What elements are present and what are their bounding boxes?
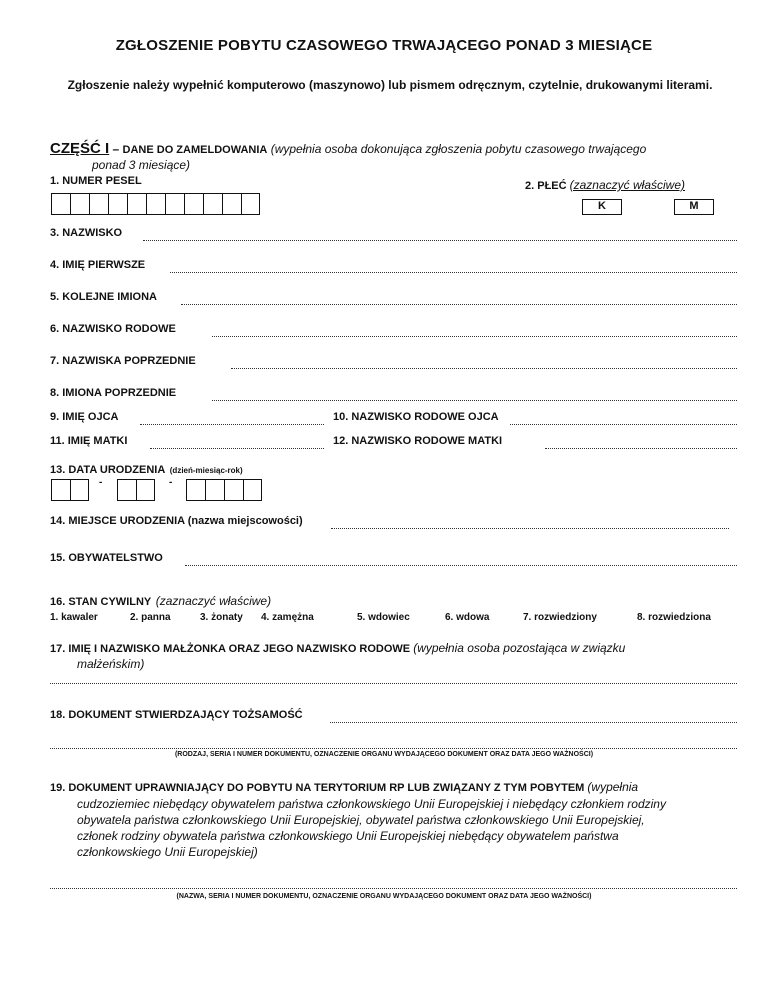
marital-option[interactable]: 2. panna — [130, 612, 171, 623]
surname-field[interactable] — [143, 240, 737, 241]
other-names-field[interactable] — [181, 304, 737, 305]
residence-document-note: (wypełnia — [587, 780, 639, 794]
pesel-digit[interactable] — [203, 193, 222, 215]
gender-male-box[interactable]: M — [674, 199, 714, 215]
residence-document-label — [50, 780, 638, 794]
gender-female-box[interactable]: K — [582, 199, 622, 215]
spouse-note: (wypełnia osoba pozostająca w związku — [413, 641, 626, 655]
pesel-digit[interactable] — [51, 193, 70, 215]
section-title: DANE DO ZAMELDOWANIA — [122, 144, 268, 156]
spouse-label — [50, 641, 625, 655]
spouse-note-cont: małżeńskim) — [77, 657, 145, 671]
father-name-label: 9. IMIĘ OJCA — [50, 411, 119, 423]
residence-note-line: cudzoziemiec niebędący obywatelem państwa członkowskiego Unii Europejskiej i niebędący członkiem rodziny — [77, 797, 666, 811]
birth-month-digit[interactable] — [117, 479, 136, 501]
pesel-digit[interactable] — [70, 193, 89, 215]
pesel-digit[interactable] — [165, 193, 184, 215]
marital-status-label — [50, 592, 271, 610]
previous-names-label: 8. IMIONA POPRZEDNIE — [50, 387, 177, 399]
family-name-field[interactable] — [212, 336, 737, 337]
father-family-name-label: 10. NAZWISKO RODOWE OJCA — [333, 411, 499, 423]
date-separator: - — [99, 477, 103, 488]
birth-year-digit[interactable] — [205, 479, 224, 501]
citizenship-label: 15. OBYWATELSTWO — [50, 552, 163, 564]
marital-option[interactable]: 5. wdowiec — [357, 612, 410, 623]
pesel-digit[interactable] — [89, 193, 108, 215]
birth-date-title: 13. DATA URODZENIA — [50, 464, 166, 476]
marital-status-title: 16. STAN CYWILNY — [50, 596, 152, 608]
section-note: (wypełnia osoba dokonująca zgłoszenia pobytu czasowego trwającego — [267, 142, 647, 156]
pesel-digit[interactable] — [222, 193, 241, 215]
pesel-digit[interactable] — [108, 193, 127, 215]
gender-title: 2. PŁEĆ — [525, 180, 567, 192]
previous-surnames-label: 7. NAZWISKA POPRZEDNIE — [50, 355, 196, 367]
gender-label — [525, 178, 685, 192]
birth-date-note: (dzień-miesiąc-rok) — [169, 466, 243, 475]
mother-name-field[interactable] — [150, 448, 324, 449]
residence-document-title: 19. DOKUMENT UPRAWNIAJĄCY DO POBYTU NA TERYTORIUM RP LUB ZWIĄZANY Z TYM POBYTEM — [50, 782, 585, 794]
pesel-digit[interactable] — [146, 193, 165, 215]
mother-family-name-label: 12. NAZWISKO RODOWE MATKI — [333, 435, 503, 447]
family-name-label: 6. NAZWISKO RODOWE — [50, 323, 176, 335]
section-heading — [50, 140, 646, 157]
date-separator: - — [169, 477, 173, 488]
residence-note-line: członek rodziny obywatela państwa członkowskiego Unii Europejskiej niebędący obywatelem państwa — [77, 829, 619, 843]
pesel-boxes[interactable] — [51, 193, 260, 215]
spouse-field[interactable] — [50, 683, 737, 684]
marital-option[interactable]: 1. kawaler — [50, 612, 98, 623]
marital-option[interactable]: 4. zamężna — [261, 612, 314, 623]
birth-day-boxes[interactable] — [51, 479, 89, 501]
citizenship-field[interactable] — [185, 565, 737, 566]
birth-month-digit[interactable] — [136, 479, 155, 501]
marital-option[interactable]: 6. wdowa — [445, 612, 490, 623]
birth-place-field[interactable] — [331, 528, 729, 529]
birth-day-digit[interactable] — [51, 479, 70, 501]
other-names-label: 5. KOLEJNE IMIONA — [50, 291, 157, 303]
form-instructions: Zgłoszenie należy wypełnić komputerowo (maszynowo) lub pismem odręcznym, czytelnie, drukowanymi literami. — [67, 78, 713, 92]
birth-month-boxes[interactable] — [117, 479, 155, 501]
first-name-label: 4. IMIĘ PIERWSZE — [50, 259, 146, 271]
mother-name-label: 11. IMIĘ MATKI — [50, 435, 128, 447]
id-document-field[interactable] — [330, 722, 737, 723]
previous-names-field[interactable] — [212, 400, 737, 401]
residence-note-line: członkowskiego Unii Europejskiej) — [77, 845, 258, 859]
id-document-caption: (RODZAJ, SERIA I NUMER DOKUMENTU, OZNACZENIE ORGANU WYDAJĄCEGO DOKUMENT ORAZ DATA JEGO WAŻNOŚCI) — [174, 751, 594, 758]
gender-note: (zaznaczyć właściwe) — [569, 178, 685, 192]
father-name-field[interactable] — [140, 424, 324, 425]
previous-surnames-field[interactable] — [231, 368, 737, 369]
birth-day-digit[interactable] — [70, 479, 89, 501]
id-document-label: 18. DOKUMENT STWIERDZAJĄCY TOŻSAMOŚĆ — [50, 709, 303, 721]
residence-document-caption: (NAZWA, SERIA I NUMER DOKUMENTU, OZNACZENIE ORGANU WYDAJĄCEGO DOKUMENT ORAZ DATA JEGO WAŻNOŚCI) — [176, 893, 592, 900]
marital-status-note: (zaznaczyć właściwe) — [155, 594, 272, 608]
surname-label: 3. NAZWISKO — [50, 227, 123, 239]
first-name-field[interactable] — [170, 272, 737, 273]
section-dash: – — [109, 142, 123, 156]
marital-option[interactable]: 7. rozwiedziony — [523, 612, 597, 623]
birth-date-label — [50, 460, 243, 478]
pesel-digit[interactable] — [241, 193, 260, 215]
section-note-cont: ponad 3 miesiące) — [92, 158, 191, 172]
pesel-digit[interactable] — [184, 193, 203, 215]
birth-place-label: 14. MIEJSCE URODZENIA (nazwa miejscowości) — [50, 515, 303, 527]
birth-year-digit[interactable] — [224, 479, 243, 501]
birth-year-boxes[interactable] — [186, 479, 262, 501]
form-title: ZGŁOSZENIE POBYTU CZASOWEGO TRWAJĄCEGO PONAD 3 MIESIĄCE — [115, 37, 653, 54]
spouse-title: 17. IMIĘ I NAZWISKO MAŁŻONKA ORAZ JEGO NAZWISKO RODOWE — [50, 643, 411, 655]
pesel-digit[interactable] — [127, 193, 146, 215]
marital-option[interactable]: 8. rozwiedziona — [637, 612, 711, 623]
father-family-name-field[interactable] — [510, 424, 737, 425]
marital-option[interactable]: 3. żonaty — [200, 612, 243, 623]
id-document-field-2[interactable] — [50, 748, 737, 749]
residence-note-line: obywatela państwa członkowskiego Unii Europejskiej, obywatel państwa członkowskiego Unii Europejskiej, — [77, 813, 645, 827]
section-label: CZĘŚĆ I — [50, 140, 110, 157]
birth-year-digit[interactable] — [243, 479, 262, 501]
birth-year-digit[interactable] — [186, 479, 205, 501]
residence-document-field[interactable] — [50, 888, 737, 889]
pesel-label: 1. NUMER PESEL — [50, 175, 142, 187]
mother-family-name-field[interactable] — [545, 448, 737, 449]
